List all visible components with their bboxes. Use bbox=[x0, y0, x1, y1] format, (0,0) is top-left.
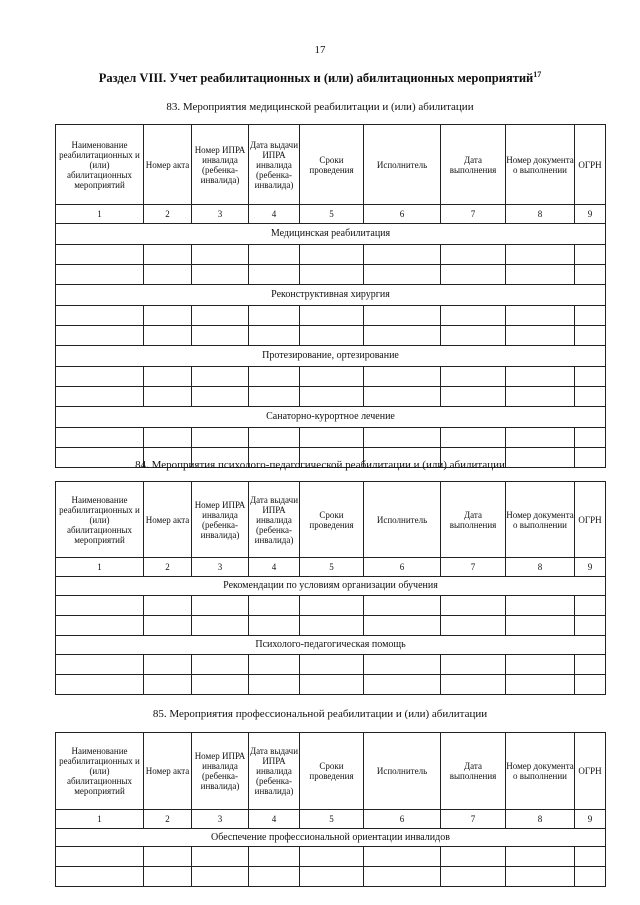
table-row bbox=[56, 265, 606, 285]
empty-cell bbox=[56, 326, 144, 346]
section-title bbox=[0, 70, 640, 86]
header-cell: ОГРН bbox=[575, 733, 606, 810]
header-row bbox=[56, 125, 606, 205]
empty-cell bbox=[249, 265, 300, 285]
empty-cell bbox=[506, 326, 575, 346]
header-cell: ОГРН bbox=[575, 482, 606, 558]
empty-cell bbox=[249, 675, 300, 695]
header-cell: Исполнитель bbox=[364, 733, 441, 810]
empty-cell bbox=[364, 616, 441, 636]
empty-cell bbox=[441, 245, 506, 265]
empty-cell bbox=[441, 367, 506, 387]
empty-cell bbox=[249, 655, 300, 675]
empty-cell bbox=[144, 428, 192, 448]
category-row bbox=[56, 407, 606, 428]
column-number-cell: 2 bbox=[144, 810, 192, 829]
header-row bbox=[56, 482, 606, 558]
column-number-cell: 2 bbox=[144, 558, 192, 577]
empty-cell bbox=[441, 596, 506, 616]
empty-cell bbox=[506, 616, 575, 636]
empty-cell bbox=[575, 326, 606, 346]
empty-cell bbox=[575, 306, 606, 326]
category-row bbox=[56, 829, 606, 847]
empty-cell bbox=[56, 847, 144, 867]
empty-cell bbox=[144, 616, 192, 636]
header-cell: Номер акта bbox=[144, 125, 192, 205]
empty-cell bbox=[144, 847, 192, 867]
empty-cell bbox=[56, 428, 144, 448]
empty-cell bbox=[441, 387, 506, 407]
empty-cell bbox=[300, 265, 364, 285]
empty-cell bbox=[249, 387, 300, 407]
empty-cell bbox=[300, 655, 364, 675]
column-number-cell: 6 bbox=[364, 205, 441, 224]
empty-cell bbox=[506, 428, 575, 448]
empty-cell bbox=[56, 616, 144, 636]
category-row bbox=[56, 636, 606, 655]
header-cell: Наименование реабилитационных и (или) абилитационных мероприятий bbox=[56, 482, 144, 558]
empty-cell bbox=[364, 265, 441, 285]
empty-cell bbox=[144, 245, 192, 265]
empty-cell bbox=[192, 367, 249, 387]
table-row bbox=[56, 306, 606, 326]
page-number: 17 bbox=[314, 44, 326, 56]
empty-cell bbox=[575, 428, 606, 448]
category-label: Реконструктивная хирургия bbox=[56, 285, 606, 306]
column-number-cell: 7 bbox=[441, 205, 506, 224]
empty-cell bbox=[144, 387, 192, 407]
table-row bbox=[56, 847, 606, 867]
empty-cell bbox=[506, 245, 575, 265]
column-number-cell: 1 bbox=[56, 810, 144, 829]
empty-cell bbox=[192, 596, 249, 616]
category-row bbox=[56, 346, 606, 367]
table-85 bbox=[55, 732, 606, 887]
empty-cell bbox=[144, 867, 192, 887]
empty-cell bbox=[300, 616, 364, 636]
empty-cell bbox=[249, 245, 300, 265]
empty-cell bbox=[192, 428, 249, 448]
empty-cell bbox=[441, 428, 506, 448]
empty-cell bbox=[192, 655, 249, 675]
empty-cell bbox=[364, 367, 441, 387]
empty-cell bbox=[441, 655, 506, 675]
header-cell: Номер ИПРА инвалида (ребенка-инвалида) bbox=[192, 733, 249, 810]
empty-cell bbox=[575, 245, 606, 265]
empty-cell bbox=[192, 847, 249, 867]
empty-cell bbox=[575, 655, 606, 675]
header-cell: Номер ИПРА инвалида (ребенка-инвалида) bbox=[192, 482, 249, 558]
table-row bbox=[56, 655, 606, 675]
empty-cell bbox=[56, 387, 144, 407]
table-row bbox=[56, 616, 606, 636]
empty-cell bbox=[192, 616, 249, 636]
empty-cell bbox=[441, 675, 506, 695]
column-number-row bbox=[56, 205, 606, 224]
column-number-cell: 6 bbox=[364, 810, 441, 829]
column-number-cell: 9 bbox=[575, 810, 606, 829]
header-cell: Дата выполнения bbox=[441, 482, 506, 558]
header-cell: Наименование реабилитационных и (или) абилитационных мероприятий bbox=[56, 125, 144, 205]
empty-cell bbox=[575, 847, 606, 867]
column-number-cell: 8 bbox=[506, 205, 575, 224]
empty-cell bbox=[506, 655, 575, 675]
category-row bbox=[56, 224, 606, 245]
column-number-cell: 9 bbox=[575, 558, 606, 577]
category-label: Санаторно-курортное лечение bbox=[56, 407, 606, 428]
header-cell: Номер документа о выполнении bbox=[506, 733, 575, 810]
column-number-cell: 8 bbox=[506, 810, 575, 829]
empty-cell bbox=[506, 867, 575, 887]
empty-cell bbox=[249, 326, 300, 346]
empty-cell bbox=[144, 265, 192, 285]
column-number-cell: 3 bbox=[192, 205, 249, 224]
header-cell: Исполнитель bbox=[364, 482, 441, 558]
empty-cell bbox=[364, 306, 441, 326]
empty-cell bbox=[144, 596, 192, 616]
header-cell: Дата выдачи ИПРА инвалида (ребенка-инвалида) bbox=[249, 733, 300, 810]
empty-cell bbox=[441, 616, 506, 636]
column-number-cell: 4 bbox=[249, 205, 300, 224]
table-row bbox=[56, 326, 606, 346]
empty-cell bbox=[575, 596, 606, 616]
column-number-cell: 8 bbox=[506, 558, 575, 577]
empty-cell bbox=[144, 675, 192, 695]
table-row bbox=[56, 596, 606, 616]
category-row bbox=[56, 285, 606, 306]
header-cell: Сроки проведения bbox=[300, 125, 364, 205]
empty-cell bbox=[300, 245, 364, 265]
column-number-row bbox=[56, 810, 606, 829]
header-cell: Дата выдачи ИПРА инвалида (ребенка-инвалида) bbox=[249, 482, 300, 558]
header-cell: Дата выполнения bbox=[441, 733, 506, 810]
header-cell: Номер акта bbox=[144, 482, 192, 558]
empty-cell bbox=[441, 306, 506, 326]
empty-cell bbox=[56, 265, 144, 285]
empty-cell bbox=[249, 428, 300, 448]
column-number-cell: 1 bbox=[56, 205, 144, 224]
empty-cell bbox=[441, 265, 506, 285]
header-cell: ОГРН bbox=[575, 125, 606, 205]
empty-cell bbox=[192, 387, 249, 407]
table-row bbox=[56, 387, 606, 407]
table-85-title: 85. Мероприятия профессиональной реабилитации и (или) абилитации bbox=[152, 708, 488, 720]
empty-cell bbox=[249, 847, 300, 867]
table-row bbox=[56, 867, 606, 887]
column-number-row bbox=[56, 558, 606, 577]
header-cell: Сроки проведения bbox=[300, 482, 364, 558]
empty-cell bbox=[506, 675, 575, 695]
empty-cell bbox=[56, 867, 144, 887]
empty-cell bbox=[56, 655, 144, 675]
empty-cell bbox=[56, 245, 144, 265]
category-label: Психолого-педагогическая помощь bbox=[56, 636, 606, 655]
empty-cell bbox=[364, 596, 441, 616]
category-label: Обеспечение профессиональной ориентации инвалидов bbox=[56, 829, 606, 847]
empty-cell bbox=[300, 867, 364, 887]
table-row bbox=[56, 367, 606, 387]
empty-cell bbox=[506, 367, 575, 387]
empty-cell bbox=[192, 265, 249, 285]
empty-cell bbox=[364, 428, 441, 448]
empty-cell bbox=[441, 326, 506, 346]
column-number-cell: 1 bbox=[56, 558, 144, 577]
empty-cell bbox=[249, 367, 300, 387]
header-cell: Номер акта bbox=[144, 733, 192, 810]
empty-cell bbox=[56, 306, 144, 326]
empty-cell bbox=[300, 428, 364, 448]
empty-cell bbox=[506, 265, 575, 285]
column-number-cell: 5 bbox=[300, 558, 364, 577]
empty-cell bbox=[249, 867, 300, 887]
empty-cell bbox=[506, 847, 575, 867]
empty-cell bbox=[56, 596, 144, 616]
column-number-cell: 5 bbox=[300, 205, 364, 224]
empty-cell bbox=[56, 675, 144, 695]
empty-cell bbox=[441, 847, 506, 867]
column-number-cell: 4 bbox=[249, 810, 300, 829]
empty-cell bbox=[506, 387, 575, 407]
header-cell: Сроки проведения bbox=[300, 733, 364, 810]
empty-cell bbox=[575, 387, 606, 407]
empty-cell bbox=[300, 326, 364, 346]
empty-cell bbox=[249, 616, 300, 636]
header-cell: Дата выдачи ИПРА инвалида (ребенка-инвалида) bbox=[249, 125, 300, 205]
empty-cell bbox=[575, 616, 606, 636]
empty-cell bbox=[575, 367, 606, 387]
table-83 bbox=[55, 124, 606, 468]
header-cell: Дата выполнения bbox=[441, 125, 506, 205]
column-number-cell: 7 bbox=[441, 558, 506, 577]
header-cell: Номер документа о выполнении bbox=[506, 125, 575, 205]
empty-cell bbox=[300, 596, 364, 616]
empty-cell bbox=[56, 367, 144, 387]
empty-cell bbox=[144, 655, 192, 675]
header-cell: Исполнитель bbox=[364, 125, 441, 205]
empty-cell bbox=[144, 367, 192, 387]
empty-cell bbox=[300, 367, 364, 387]
table-row bbox=[56, 428, 606, 448]
empty-cell bbox=[441, 867, 506, 887]
empty-cell bbox=[364, 847, 441, 867]
empty-cell bbox=[192, 306, 249, 326]
empty-cell bbox=[192, 867, 249, 887]
empty-cell bbox=[506, 306, 575, 326]
empty-cell bbox=[364, 655, 441, 675]
column-number-cell: 9 bbox=[575, 205, 606, 224]
empty-cell bbox=[192, 326, 249, 346]
column-number-cell: 2 bbox=[144, 205, 192, 224]
header-row bbox=[56, 733, 606, 810]
empty-cell bbox=[300, 387, 364, 407]
empty-cell bbox=[300, 847, 364, 867]
table-row bbox=[56, 245, 606, 265]
category-row bbox=[56, 577, 606, 596]
table-84-title: 84. Мероприятия психолого-педагогической реабилитации и (или) абилитации bbox=[135, 459, 505, 471]
section-title-text: Раздел VIII. Учет реабилитационных и (или) абилитационных мероприятий bbox=[98, 71, 534, 86]
header-cell: Номер документа о выполнении bbox=[506, 482, 575, 558]
column-number-cell: 6 bbox=[364, 558, 441, 577]
empty-cell bbox=[575, 265, 606, 285]
empty-cell bbox=[575, 867, 606, 887]
empty-cell bbox=[506, 596, 575, 616]
empty-cell bbox=[364, 867, 441, 887]
column-number-cell: 3 bbox=[192, 558, 249, 577]
category-label: Медицинская реабилитация bbox=[56, 224, 606, 245]
column-number-cell: 5 bbox=[300, 810, 364, 829]
empty-cell bbox=[300, 675, 364, 695]
column-number-cell: 3 bbox=[192, 810, 249, 829]
empty-cell bbox=[364, 387, 441, 407]
empty-cell bbox=[144, 306, 192, 326]
empty-cell bbox=[144, 326, 192, 346]
empty-cell bbox=[364, 326, 441, 346]
header-cell: Наименование реабилитационных и (или) абилитационных мероприятий bbox=[56, 733, 144, 810]
table-row bbox=[56, 675, 606, 695]
header-cell: Номер ИПРА инвалида (ребенка-инвалида) bbox=[192, 125, 249, 205]
empty-cell bbox=[192, 675, 249, 695]
column-number-cell: 4 bbox=[249, 558, 300, 577]
table-84 bbox=[55, 481, 606, 695]
empty-cell bbox=[300, 306, 364, 326]
empty-cell bbox=[249, 306, 300, 326]
section-footnote: 17 bbox=[533, 70, 542, 79]
empty-cell bbox=[364, 245, 441, 265]
empty-cell bbox=[364, 675, 441, 695]
category-label: Протезирование, ортезирование bbox=[56, 346, 606, 367]
empty-cell bbox=[575, 675, 606, 695]
column-number-cell: 7 bbox=[441, 810, 506, 829]
table-83-title: 83. Мероприятия медицинской реабилитации и (или) абилитации bbox=[166, 101, 474, 113]
empty-cell bbox=[249, 596, 300, 616]
empty-cell bbox=[192, 245, 249, 265]
category-label: Рекомендации по условиям организации обучения bbox=[56, 577, 606, 596]
